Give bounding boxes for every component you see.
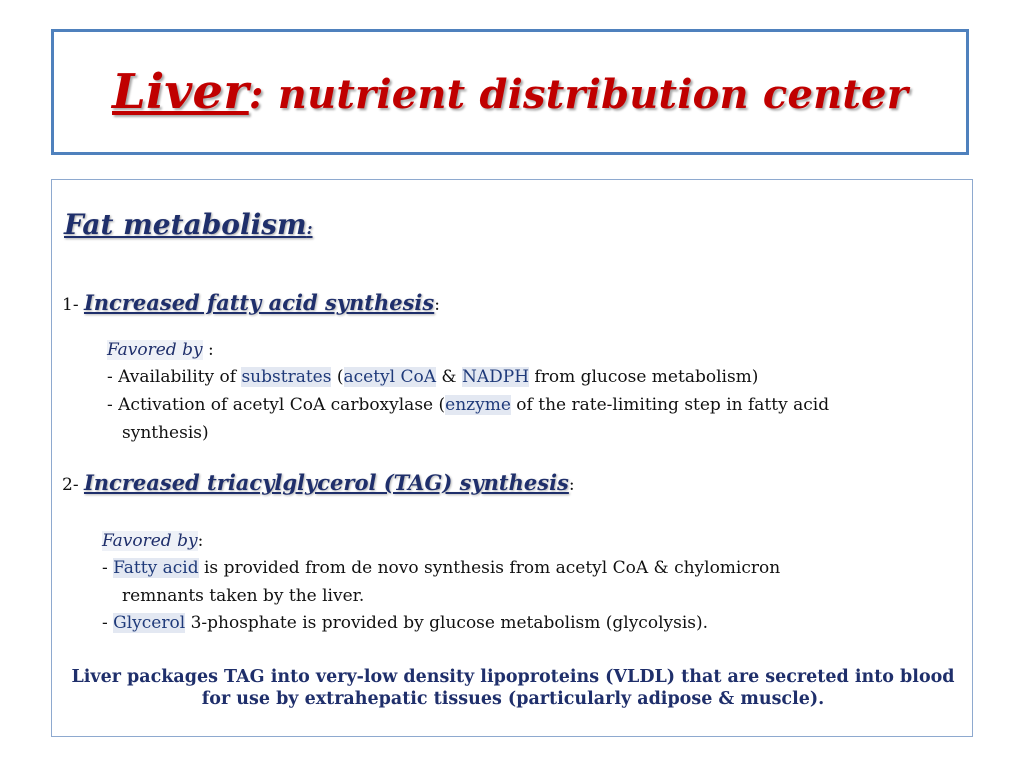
conclusion: Liver packages TAG into very-low density lipoproteins (VLDL) that are secreted into blood for use by extrahepatic tissues (particularly adipose & muscle). (71, 667, 955, 709)
item1-line2-suffix: of the rate-limiting step in fatty acid (510, 395, 830, 415)
title-liver: Liver (112, 64, 249, 120)
item1-line1-amp: & (436, 367, 462, 387)
item2-line1-suffix: is provided from de novo synthesis from acetyl CoA & chylomicron (198, 558, 781, 578)
item2-number: 2- (62, 475, 79, 495)
highlight-substrates: substrates (241, 367, 332, 387)
item2-heading-line (62, 470, 575, 495)
highlight-enzyme: enzyme (445, 395, 511, 415)
item2-favored-colon: : (197, 531, 204, 551)
highlight-acetyl-coa: acetyl CoA (343, 367, 437, 387)
item2-line2 (102, 613, 708, 633)
item2-favored-by: Favored by (102, 531, 198, 551)
item2-colon: : (568, 475, 575, 495)
item1-favored-by: Favored by (107, 340, 203, 360)
item2-line1-cont: remnants taken by the liver. (122, 586, 365, 606)
item2-favored-line (102, 531, 203, 551)
section-heading-colon: : (306, 219, 313, 238)
item1-line1 (107, 367, 758, 387)
item1-favored-line (107, 340, 214, 360)
item2-line1-dash: - (102, 558, 114, 578)
item1-line1-prefix: - Availability of (107, 367, 242, 387)
item1-line1-paren: ( (331, 367, 344, 387)
item1-line1-suffix: from glucose metabolism) (529, 367, 759, 387)
section-heading (64, 208, 313, 241)
item1-favored-colon: : (202, 340, 214, 360)
item1-colon: : (434, 295, 440, 315)
item1-number: 1- (62, 295, 79, 315)
item1-line2-cont: synthesis) (122, 423, 209, 443)
item2-line2-dash: - (102, 613, 114, 633)
title-rest: : nutrient distribution center (248, 71, 908, 118)
slide-title (112, 64, 908, 120)
title-box (51, 29, 969, 155)
item2-heading: Increased triacylglycerol (TAG) synthesis (83, 470, 569, 495)
item1-line2 (107, 395, 829, 415)
highlight-fatty-acid: Fatty acid (113, 558, 199, 578)
item2-line2-suffix: 3-phosphate is provided by glucose metabolism (glycolysis). (185, 613, 709, 633)
item1-line2-prefix: - Activation of acetyl CoA carboxylase ( (107, 395, 446, 415)
highlight-nadph: NADPH (461, 367, 530, 387)
item2-line1 (102, 558, 780, 578)
item1-heading: Increased fatty acid synthesis (83, 290, 435, 315)
section-heading-text: Fat metabolism (64, 208, 307, 241)
highlight-glycerol: Glycerol (113, 613, 186, 633)
content-box (51, 179, 973, 737)
item1-heading-line (62, 290, 440, 315)
